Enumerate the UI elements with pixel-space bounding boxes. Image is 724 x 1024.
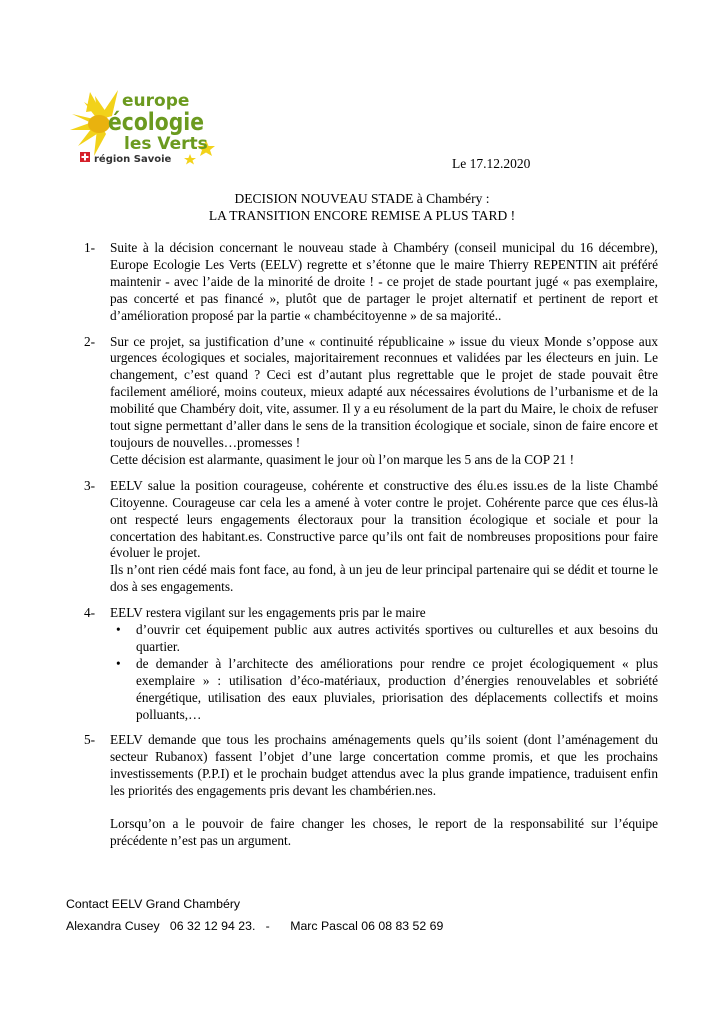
item-number: 4- [84,605,96,621]
numbered-item-2 [84,334,658,469]
closing-paragraph: Lorsqu’on a le pouvoir de faire changer les choses, le report de la responsabilité sur l’équipe précédente n’est pas un argument. [110,816,658,848]
item-paragraph: EELV demande que tous les prochains aménagements quels qu’ils soient (dont l’aménagement du secteur Rubanox) fassent l’objet d’une large concertation comme promis, et que les prochains investissements (P.P.I) et le prochain budget attendus avec la plus grande impatience, traduisent enfin les priorités des engagements pris devant les chambérien.nes. [110,732,658,799]
numbered-item-3 [84,478,658,596]
logo-region-text: région Savoie [94,154,172,165]
item-paragraph: EELV salue la position courageuse, cohérente et constructive des élu.es issu.es de la liste Chambé Citoyenne. Courageuse car cela les a amené à voter contre le projet. Cohérente parce que ces élus-là ont respecté leurs engagements électoraux pour la transition écologique et sociale et pour la concertation des habitant.es. Constructive parce qu’ils ont fait de nombreuses propositions pour faire évoluer le projet. [110,477,658,561]
logo-les-verts-text: les Verts [124,134,208,154]
item-number: 2- [84,333,96,349]
logo-europe-text: europe [122,91,190,111]
item-paragraph: Sur ce projet, sa justification d’une « continuité républicaine » issue du vieux Monde s’oppose aux urgences écologiques et sociales, majoritairement reconnues et validées par les électeurs en juin. Le changement, c’est quand ? Ceci est d’autant plus regrettable que le projet de stade pouvait être facilement amélioré, moins couteux, mieux adapté aux nécessaires évolutions de l’urbanisme et de la mobilité que Chambéry doit, vite, assumer. Il y a eu résolument de la part du Maire, le choix de refuser tout signe permettant d’aller dans le sens de la transition écologique et sociale, sinon de faire encore et toujours de nouvelles…promesses ! [110,333,658,450]
bullet-item: • de demander à l’architecte des améliorations pour rendre ce projet écologiquement « plus exemplaire » : utilisation d’éco-matériaux, production d’énergies renouvelables et sobriété énergétique, utilisation des eaux pluviales, priorisation des déplacements collectifs et moins polluants,… [110,656,658,724]
contact-phones: Alexandra Cusey 06 32 12 94 23. - Marc Pascal 06 08 83 52 69 [66,919,444,933]
contact-block [66,893,443,937]
numbered-item-5 [84,732,658,800]
item-number: 1- [84,240,96,255]
item-paragraph: Ils n’ont rien cédé mais font face, au fond, à un jeu de leur principal partenaire qui se dédit et tourne le dos à ses engagements. [110,562,658,595]
eelv-logo [66,82,218,168]
document-body [84,240,658,850]
item-paragraph: EELV restera vigilant sur les engagements pris par le maire [110,605,426,621]
logo-ecologie-text: écologie [108,108,204,136]
bullet-list [110,622,658,723]
bullet-item: • d’ouvrir cet équipement public aux autres activités sportives ou culturelles et aux besoins du quartier. [110,622,658,656]
contact-heading: Contact EELV Grand Chambéry [66,897,241,911]
title-line-1: DECISION NOUVEAU STADE à Chambéry : [234,191,490,206]
item-number: 3- [84,477,96,493]
savoie-flag-icon [80,152,90,162]
document-date: Le 17.12.2020 [452,156,531,171]
item-paragraph: Cette décision est alarmante, quasiment le jour où l’on marque les 5 ans de la COP 21 ! [110,451,575,467]
document-title [0,190,724,224]
title-line-2: LA TRANSITION ENCORE REMISE A PLUS TARD ! [208,208,516,223]
item-paragraph: Suite à la décision concernant le nouveau stade à Chambéry (conseil municipal du 16 décembre), Europe Ecologie Les Verts (EELV) regrette et s’étonne que le maire Thierry REPENTIN ait préféré maintenir - avec l’aide de la minorité de droite ! - ce projet de stade pourtant jugé « pas exemplaire, pas concerté et pas financé », plutôt que de partager le projet alternatif et pertinent de report et d’amélioration proposé par la partie « chambécitoyenne » de sa majorité.. [110,240,658,323]
item-number: 5- [84,732,96,748]
numbered-item-4 [84,605,658,723]
numbered-item-1 [84,240,658,325]
